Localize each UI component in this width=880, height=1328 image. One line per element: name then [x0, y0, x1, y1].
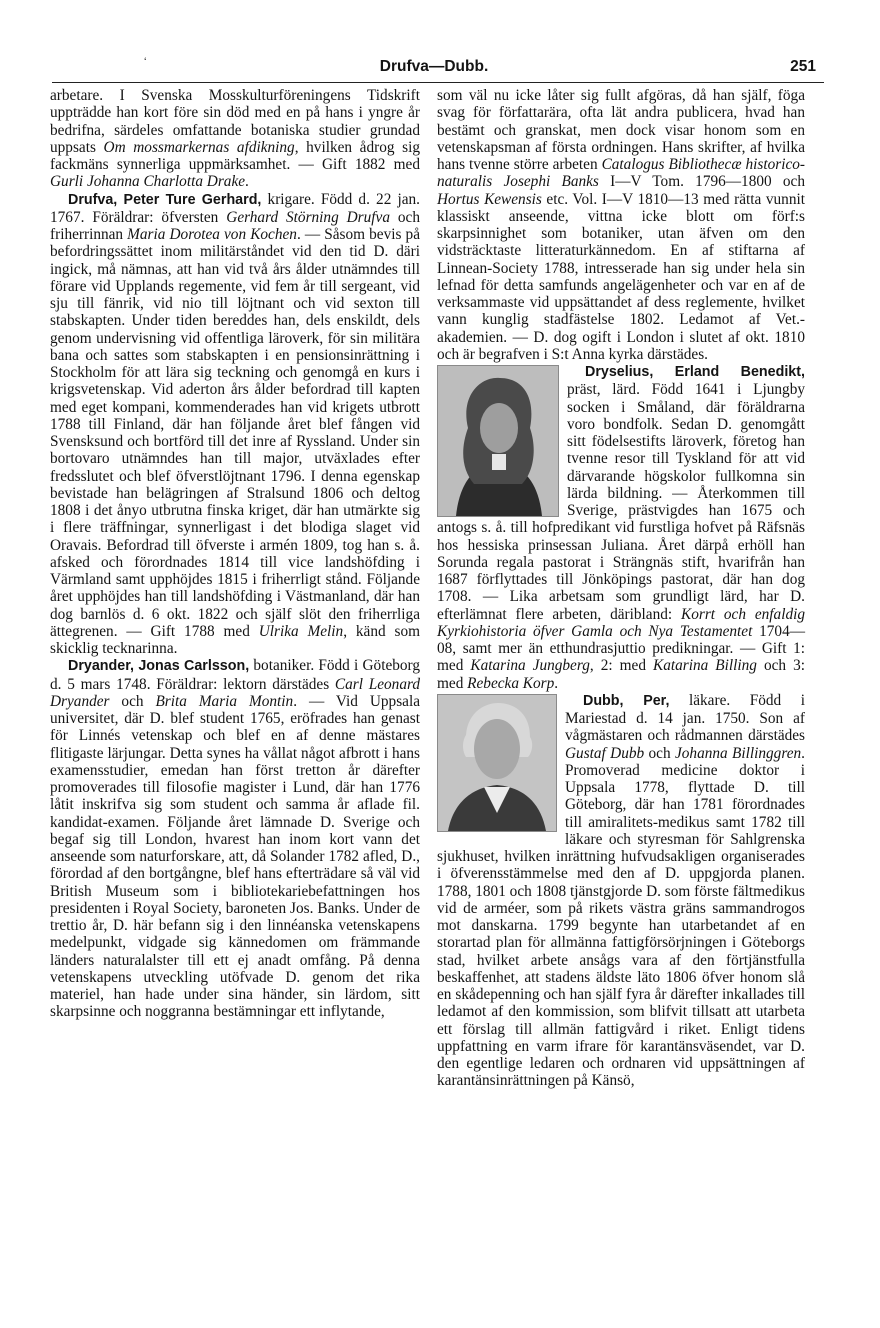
- continued-paragraph: arbetare. I Svenska Mosskulturföreningens Tidskrift uppträdde han kort före sin död med en på hans i yngre år bedrifna, särdeles omfattande botaniska studier grundad uppsats Om mossmarkernas afdikning, hvilken ådrog sig fackmäns synnerliga uppmärksamhet. — Gift 1882 med Gurli Johanna Charlotta Drake.: [50, 87, 420, 191]
- entry-dubb: Dubb, Per, läkare. Född i Mariestad d. 14 jan. 1750. Son af vågmästaren och rådmannen därstädes Gustaf Dubb och Johanna Billinggren. Promoverad medicine doktor i Uppsala 1778, flyttade D. till Göteborg, där han 1781 förordnades till amiralitets-medikus samt 1782 till läkare och styresman för Sahlgrenska sjukhuset, hvilken inrättning hufvudsakligen organiserades i öfverensstämmelse med den af D. uppgjorda planen. 1788, 1801 och 1808 tjänstgjorde D. som förste fältmedikus vid de arméer, som på rikets västra gräns sammandrogos mot danskarna. 1799 begynte han utarbetandet af en storartad plan för allmänna fattigförsörjningen i Göteborgs stad, hvilket arbete ansågs vara af den förtjänstfulla beskaffenhet, att stadens äldste läto 1806 öfver honom slå en skådepenning och han själf fyra år därefter inkallades till ledamot af den kommission, som blifvit tillsatt att utarbeta ett förslag till allmän fattigvård i riket. Enligt tidens uppfattning en varm ifrare för karantänsväsendet, var D. den egentlige ledaren och ordnaren vid uppsättningen af karantänsinrättningen på Känsö,: [437, 691, 805, 1090]
- entry-dryander: Dryander, Jonas Carlsson, botaniker. Född i Göteborg d. 5 mars 1748. Föräldrar: lektorn därstädes Carl Leonard Dryander och Brita Maria Montin. — Vid Uppsala universitet, där D. blef student 1765, eröfrades han genast för Linnés vetenskap och blef en af denne mästares flitigaste lärjungar. Detta synes ha vållat något afbrott i hans examensstudier, emedan han först tretton år därefter promoverades till filosofie magister i Lund, där han 1776 låtit inskrifva sig som student och samma år aflade fil. kandidat-examen. Följande året lämnade D. Sverige och begaf sig till London, hvarest han inom kort vann det anseende som naturforskare, att, då Solander 1782 afled, D., förordad af den bortgångne, blef hans efterträdare så väl vid British Museum som i bibliotekariebefattningen hos presidenten i Royal Society, baroneten Jos. Banks. Under de trettio år, D. här befann sig i den linnéanska vetenskapens medelpunkt, vidgade sig kännedomen om främmande länders naturalalster till ett ej anadt omfång. På denna vetenskapens utveckling utöfvade D. genom det rika materiel, han hade under sina händer, sin lärdom, sitt skarpsinne och noggranna bestämningar ett inflytande,: [50, 657, 420, 1021]
- right-column: [437, 87, 805, 1090]
- page-number: 251: [790, 58, 816, 75]
- entry-drufva: Drufva, Peter Ture Gerhard, krigare. Född d. 22 jan. 1767. Föräldrar: öfversten Gerhard Störning Drufva och friherrinnan Maria Dorotea von Kochen. — Såsom bevis på befordringssättet inom militärståndet vid den tid D. däri ingick, må nämnas, att han vid två års ålder utnämndes till förare vid Upplands regemente, vid fem år till sergeant, vid sju till fänrik, vid nio till löjtnant och vid sexton till stabskapten. Under tiden bereddes han, dels enskildt, dels genom undervisning vid offentliga läroverk, för sin militära bana och sattes som stabskapten i en pensionsinrättning i Stockholm för att lära sig teckning och genomgå en kurs i krigsvetenskap. Vid aderton års ålder befordrad till kapten med eget kompani, kommenderades han vid krigets utbrott 1788 till Finland, där han följande året blef fången vid Svensksund och bortförd till det inre af Ryssland. Under sin bortovaro utnämndes han till major, utväxlades efter fredsslutet och blef öfverstlöjtnant 1796. I denna egenskap bevistade han belägringen af Stralsund 1806 och deltog 1808 i det ånyo utbrutna finska kriget, där han utmärkte sig i flere träffningar, synnerligast i det blodiga slaget vid Oravais. Befordrad till öfverste i armén 1809, tog han s. å. afsked och förordnades 1814 till vice landshöfding i Värmland samt upphöjdes 1815 i friherrligt stånd. Följande året upphöjdes han till landshöfding i Västmanland, där han dog barnlös d. 6 okt. 1822 och själf slöt den friherrliga ättegrenen. — Gift 1788 med Ulrika Melin, känd som skicklig tecknarinna.: [50, 190, 420, 657]
- portrait-engraving-icon: [438, 695, 556, 831]
- page-header: [52, 56, 816, 80]
- entry-headword: Dryselius, Erland Benedikt,: [585, 364, 805, 380]
- entry-dryselius: Dryselius, Erland Benedikt, präst, lärd. Född 1641 i Ljungby socken i Småland, där föräldrarna voro bondfolk. Sedan D. genomgått sitt födelsestifts läroverk, företog han tvenne resor till Tyskland för att vid därvarande högskolor fullkomna sin lärda bildning. — Återkommen till Sverige, prästvigdes han 1675 och antogs s. å. till hofpredikant vid furstliga hofvet på Räfsnäs hos hessiska prinsessan Juliana. Året därpå erhöll han Sorunda regala pastorat i Strängnäs stift, hvarifrån han 1687 förflyttades till Jönköpings pastorat, där han dog 1708. — Lika arbetsam som grundligt lärd, har D. efterlämnat flere arbeten, däribland: Korrt och enfaldig Kyrkiohistoria öfver Gamla och Nya Testamentet 1704—08, samt mer än etthundrasjuttio predikningar. — Gift 1: med Katarina Jungberg, 2: med Katarina Billing och 3: med Rebecka Korp.: [437, 364, 806, 692]
- portrait-dubb: [437, 694, 557, 832]
- left-column: [50, 87, 420, 1021]
- entry-headword: Dubb, Per,: [583, 692, 670, 709]
- entry-headword: Drufva, Peter Ture Gerhard,: [68, 191, 262, 208]
- continued-paragraph: som väl nu icke låter sig fullt afgöras, då han själf, föga svag för författarära, ofta lät andra publicera, hvad han bestämt och granskat, men dock visar honom som en vetenskapsman af första ordningen. Hans skrifter, af hvilka hans tvenne större arbeten Catalogus Bibliothecæ historico-naturalis Josephi Banks I—V Tom. 1796—1800 och Hortus Kewensis etc. Vol. I—V 1810—13 med rätta vunnit klassiskt anseende, vittna icke blott om förf:s skarpsinnighet som botaniker, utan äfven om den vidsträcktaste litteraturkännedom. En af stiftarna af Linnean-Society 1788, intresserade han sig under hela sin lefnad för detta samfunds angelägenheter och var en af de verksammaste vid uppsättandet af dess reglemente, hvilket vann kunglig stadfästelse 1802. Ledamot af Vet.-akademien. — D. dog ogift i London i slutet af okt. 1810 och är begrafven i S:t Anna kyrka därstädes.: [437, 87, 805, 363]
- portrait-engraving-icon: [438, 366, 558, 516]
- running-title: Drufva—Dubb.: [379, 58, 489, 75]
- portrait-dryselius: [437, 365, 559, 517]
- entry-headword: Dryander, Jonas Carlsson,: [68, 658, 250, 675]
- stray-mark: ‘: [144, 56, 147, 68]
- header-rule: [52, 82, 824, 83]
